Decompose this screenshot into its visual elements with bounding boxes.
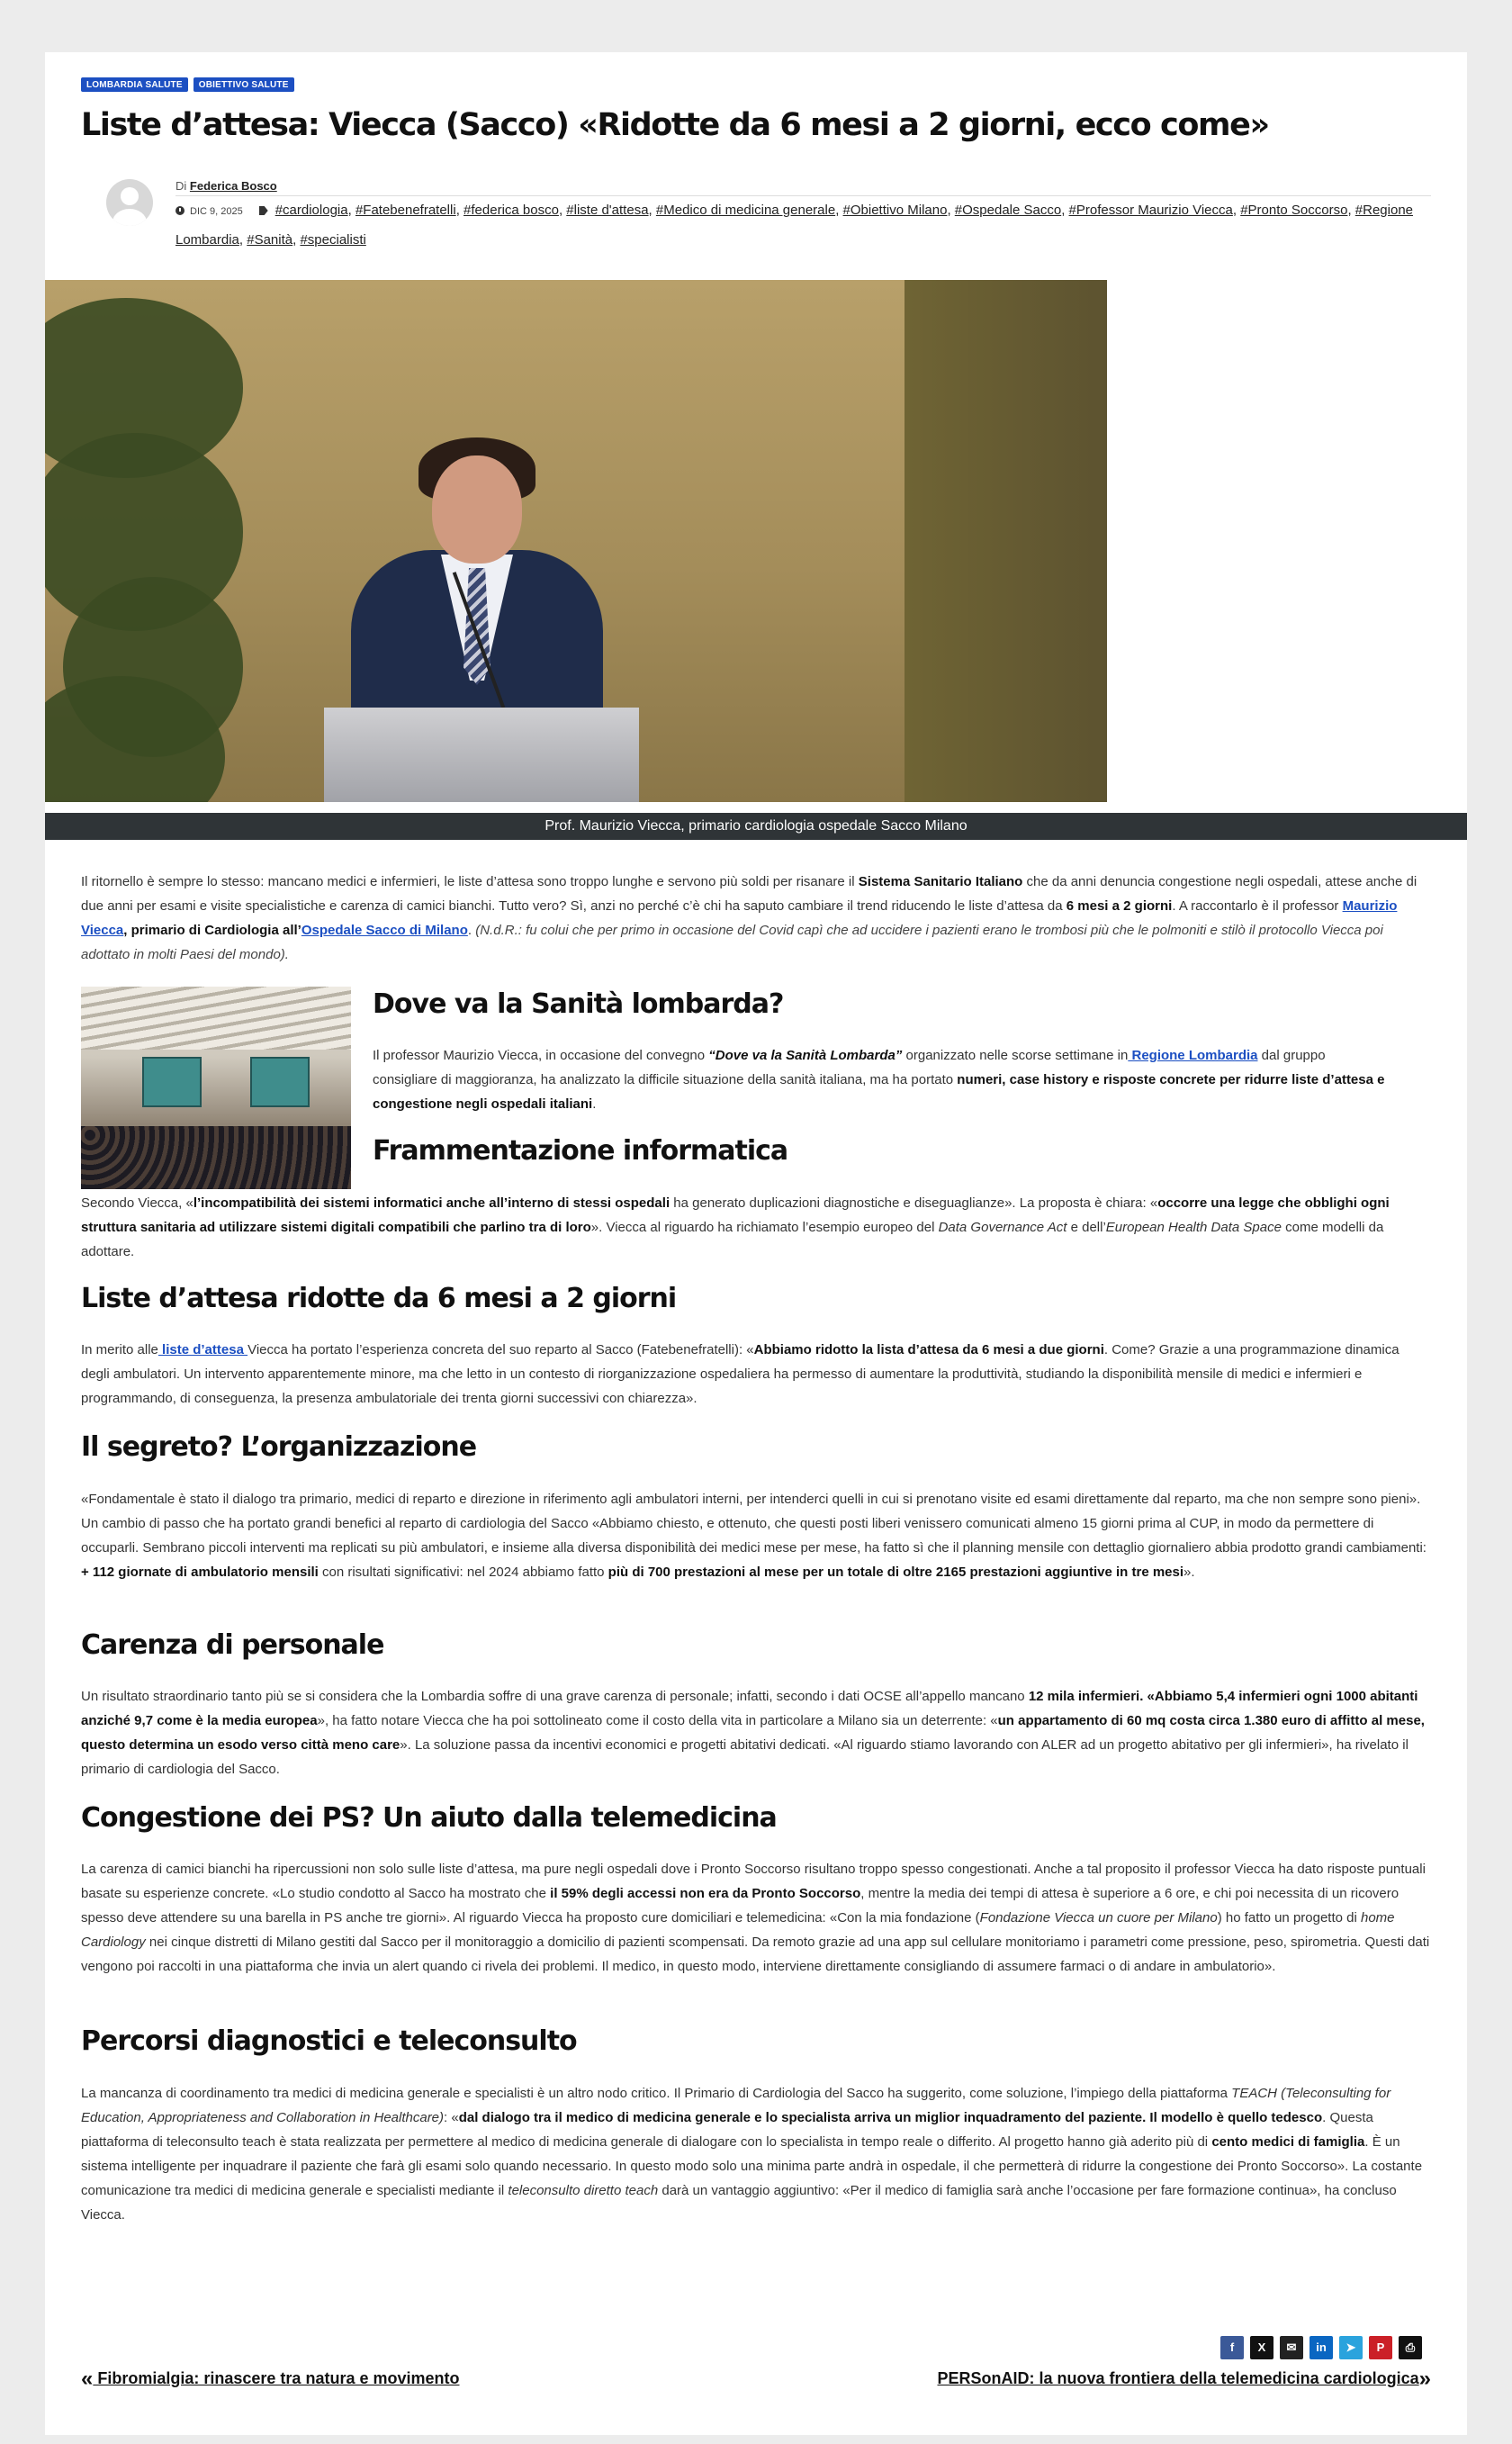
- tag-link[interactable]: #Medico di medicina generale: [655, 203, 836, 218]
- section-heading-sanita: Dove va la Sanità lombarda?: [373, 988, 784, 1020]
- section-text-percorsi: La mancanza di coordinamento tra medici di medicina generale e specialisti è un altro nodo critico. Il Primario di Cardiologia del Sacco ha suggerito, come soluzione, l’impiego della piattaforma TEACH (Teleconsulting for Education, Appropriateness and Collaboration in Healthcare): «dal dialogo tra il medico di medicina generale e lo specialista arriva un miglior inquadramento del paziente. Il modello è quello tedesco. Questa piattaforma di teleconsulto teach è stata realizzata per permettere al medico di medicina generale di dialogare con lo specialista in tempo reale o differito. Al progetto hanno già aderito più di cento medici di famiglia. È un sistema intelligente per inquadrare il paziente che farà gli esami solo quando necessario. In questo modo solo una minima parte andrà in ospedale, il che permetterà di ridurre la congestione dei Pronto Soccorso». La costante comunicazione tra medici di medicina generale e specialisti mediante il teleconsulto diretto teach darà un vantaggio aggiuntivo: «Per il medico di famiglia sarà anche l’occasione per fare formazione continua», ha concluso Viecca.: [81, 2086, 1423, 2223]
- section-heading-carenza: Carenza di personale: [81, 1629, 384, 1661]
- tag-link[interactable]: #Regione Lombardia: [176, 203, 1413, 248]
- article-title: Liste d’attesa: Viecca (Sacco) «Ridotte da 6 mesi a 2 giorni, ecco come»: [81, 107, 1269, 143]
- ospedale-sacco-link[interactable]: Ospedale Sacco di Milano: [301, 923, 468, 938]
- tag-link[interactable]: #specialisti: [300, 232, 366, 248]
- section-text-sanita: Il professor Maurizio Viecca, in occasione del convegno “Dove va la Sanità Lombarda” organizzato nelle scorse settimane in Regione Lombardia dal gruppo consigliare di maggioranza, ha analizzato la difficile situazione della sanità italiana, ma ha portato numeri, case history e risposte concrete per ridurre liste d’attesa e congestione negli ospedali italiani.: [373, 1048, 1385, 1112]
- tag-link[interactable]: #cardiologia: [274, 203, 348, 218]
- article-card: [45, 52, 1467, 2435]
- section-text-carenza: Un risultato straordinario tanto più se si considera che la Lombardia soffre di una grave carenza di personale; infatti, secondo i dati OCSE all’appello mancano 12 mila infermieri. «Abbiamo 5,4 infermieri ogni 1000 abitanti anziché 9,7 come è la media europea», ha fatto notare Viecca che ha poi sottolineato come il costo della vita in particolare a Milano sia un deterrente: «un appartamento di 60 mq costa circa 1.380 euro di affitto al mese, questo determina un esodo verso città meno care». La soluzione passa da incentivi economici e progetti abitativi dedicati. «Al riguardo stiamo lavorando con ALER ad un progetto abitativo per gli infermieri», ha rivelato il primario di cardiologia del Sacco.: [81, 1689, 1425, 1777]
- regione-lombardia-link[interactable]: Regione Lombardia: [1128, 1048, 1258, 1063]
- hero-caption: Prof. Maurizio Viecca, primario cardiologia ospedale Sacco Milano: [45, 813, 1467, 840]
- double-chevron-left-icon: «: [81, 2367, 94, 2391]
- byline-prefix: Di: [176, 179, 187, 193]
- category-obiettivo-salute[interactable]: OBIETTIVO SALUTE: [194, 77, 294, 92]
- tag-icon: [259, 206, 268, 215]
- section-heading-segreto: Il segreto? L’organizzazione: [81, 1431, 477, 1463]
- email-icon[interactable]: ✉: [1280, 2336, 1303, 2359]
- byline: [176, 178, 1431, 196]
- hero-image: [45, 280, 1107, 802]
- share-buttons: [1220, 2336, 1422, 2359]
- article-meta: [176, 178, 1431, 254]
- conference-image: [81, 987, 351, 1189]
- x-icon[interactable]: X: [1250, 2336, 1274, 2359]
- maurizio-viecca-link[interactable]: Maurizio Viecca: [81, 898, 1398, 938]
- section-text-frammentazione: Secondo Viecca, «l’incompatibilità dei sistemi informatici anche all’interno di stessi ospedali ha generato duplicazioni diagnostiche e diseguaglianze». La proposta è chiara: «occorre una legge che obblighi ogni struttura sanitaria ad utilizzare sistemi digitali compatibili che parlino tra di loro». Viecca al riguardo ha richiamato l’esempio europeo del Data Governance Act e dell’European Health Data Space come modelli da adottare.: [81, 1195, 1390, 1259]
- tag-link[interactable]: #federica bosco: [464, 203, 559, 218]
- pinterest-icon[interactable]: P: [1369, 2336, 1392, 2359]
- tag-line: [176, 196, 1431, 254]
- section-text-congestione: La carenza di camici bianchi ha ripercussioni non solo sulle liste d’attesa, ma pure negli ospedali dove i Pronto Soccorso risultano troppo spesso congestionati. Anche a tal proposito il professor Viecca ha dato risposte puntuali basate su esperienze concrete. «Lo studio condotto al Sacco ha mostrato che il 59% degli accessi non era da Pronto Soccorso, mentre la media dei tempi di attesa è superiore a 6 ore, e chi poi necessita di un ricovero spesso deve attendere su una barella in PS anche tre giorni». Al riguardo Viecca ha proposto cure domiciliari e telemedicina: «Con la mia fondazione (Fondazione Viecca un cuore per Milano) ho fatto un progetto di home Cardiology nei cinque distretti di Milano gestiti dal Sacco per il monitoraggio a domicilio di pazienti scompensati. Da remoto grazie ad una app sul cellulare monitoriamo i parametri come pressione, peso, spirometria. Questi dati vengono poi raccolti in una piattaforma che invia un alert quando ci rivela dei problemi. Il medico, in questo modo, interviene direttamente consigliando di assumere farmaci o di andare in ambulatorio».: [81, 1862, 1430, 1974]
- tag-link[interactable]: #Ospedale Sacco: [954, 203, 1062, 218]
- tag-list: #cardiologia, #Fatebenefratelli, #federica bosco, #liste d'attesa, #Medico di medicina generale, #Obiettivo Milano, #Ospedale Sacco, #Professor Maurizio Viecca, #Pronto Soccorso, #Regione Lombardia, #Sanità, #specialisti: [176, 203, 1413, 248]
- section-text-segreto: «Fondamentale è stato il dialogo tra primario, medici di reparto e direzione in riferimento agli ambulatori interni, per intenderci quelli in cui si prenotano visite ed esami direttamente dal reparto, ma che non sempre sono pieni». Un cambio di passo che ha portato grandi benefici al reparto di cardiologia del Sacco «Abbiamo chiesto, e ottenuto, che questi posti liberi venissero comunicati almeno 15 giorni prima al CUP, in modo da permettere di occuparli. Sembrano piccoli interventi ma replicati su più ambulatori, e insieme alla diversa disponibilità dei medici mese per mese, ha fatto sì che il planning mensile con dettaglio giornaliero abbia prodotto grandi cambiamenti: + 112 giornate di ambulatorio mensili con risultati significativi: nel 2024 abbiamo fatto più di 700 prestazioni al mese per un totale di oltre 2165 prestazioni aggiuntive in tre mesi».: [81, 1492, 1426, 1580]
- section-heading-liste: Liste d’attesa ridotte da 6 mesi a 2 giorni: [81, 1283, 677, 1314]
- section-heading-percorsi: Percorsi diagnostici e teleconsulto: [81, 2025, 577, 2057]
- previous-post-link[interactable]: « Fibromialgia: rinascere tra natura e movimento: [81, 2367, 460, 2391]
- liste-attesa-link[interactable]: liste d’attesa: [158, 1342, 248, 1357]
- intro-paragraph: Il ritornello è sempre lo stesso: mancano medici e infermieri, le liste d’attesa sono troppo lunghe e servono più soldi per risanare il Sistema Sanitario Italiano che da anni denuncia congestione negli ospedali, attese anche di due anni per esami e visite specialistiche e carenza di camici bianchi. Tutto vero? Sì, anzi no perché c’è chi ha saputo cambiare il trend riducendo le liste d’attesa da 6 mesi a 2 giorni. A raccontarlo è il professor Maurizio Viecca, primario di Cardiologia all’Ospedale Sacco di Milano. (N.d.R.: fu colui che per primo in occasione del Covid capì che ad uccidere i pazienti erano le trombosi più che le polmoniti e stilò il protocollo Viecca poi adottato in molti Paesi del mondo).: [81, 874, 1418, 962]
- section-heading-frammentazione: Frammentazione informatica: [373, 1135, 788, 1167]
- tag-link[interactable]: #Obiettivo Milano: [842, 203, 948, 218]
- section-text-liste: In merito alle liste d’attesa Viecca ha portato l’esperienza concreta del suo reparto al Sacco (Fatebenefratelli): «Abbiamo ridotto la lista d’attesa da 6 mesi a due giorni. Come? Grazie a una programmazione dinamica degli ambulatori. Un intervento apparentemente minore, ma che letto in un contesto di riorganizzazione ospedaliera ha permesso di aumentare la produttività, studiando la disponibilità mensile di medici e infermieri e programmando, di conseguenza, la presenza ambulatoriale dei trenta giorni successivi con chiarezza».: [81, 1342, 1400, 1406]
- tag-link[interactable]: #Pronto Soccorso: [1240, 203, 1348, 218]
- author-avatar: [106, 179, 153, 226]
- category-badges: [81, 77, 1431, 92]
- tag-link[interactable]: #Sanità: [247, 232, 293, 248]
- section-heading-congestione: Congestione dei PS? Un aiuto dalla telemedicina: [81, 1802, 777, 1834]
- tag-link[interactable]: #liste d'attesa: [566, 203, 649, 218]
- double-chevron-right-icon: »: [1418, 2367, 1431, 2391]
- clock-icon: [176, 206, 184, 215]
- post-date: DIC 9, 2025: [190, 206, 243, 217]
- category-lombardia-salute[interactable]: LOMBARDIA SALUTE: [81, 77, 188, 92]
- tag-link[interactable]: #Professor Maurizio Viecca: [1068, 203, 1233, 218]
- telegram-icon[interactable]: ➤: [1339, 2336, 1363, 2359]
- tag-link[interactable]: #Fatebenefratelli: [355, 203, 456, 218]
- print-icon[interactable]: ⎙: [1399, 2336, 1422, 2359]
- author-link[interactable]: Federica Bosco: [189, 179, 277, 193]
- linkedin-icon[interactable]: in: [1310, 2336, 1333, 2359]
- next-post-link[interactable]: PERSonAID: la nuova frontiera della telemedicina cardiologica»: [937, 2367, 1431, 2391]
- facebook-icon[interactable]: f: [1220, 2336, 1244, 2359]
